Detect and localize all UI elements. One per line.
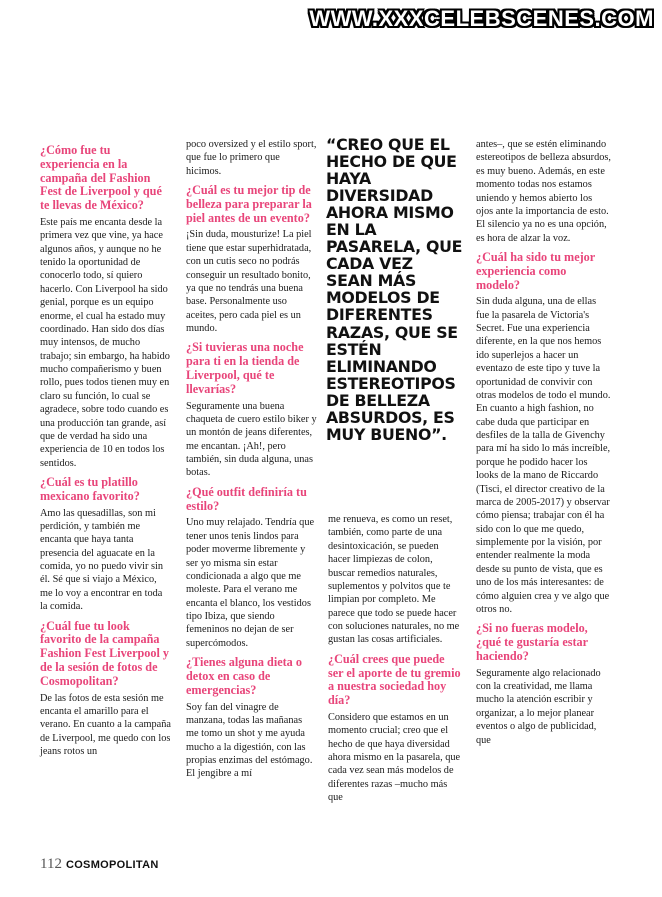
answer-paragraph: me renueva, es como un reset, también, como parte de una desintoxicación, se pueden hacer limpiezas de colon, buscar remedios naturales, suplementos y polvitos que te limpian por completo. Me parece que todo se puede hacer con soluciones naturales, no me gustan las cosas artificiales. [328, 514, 460, 646]
answer-paragraph: Soy fan del vinagre de manzana, todas las mañanas me tomo un shot y me ayuda mucho a la digestión, con las propias enzimas del estómago. El jengibre a mí [186, 701, 313, 780]
question-heading: ¿Cuál es tu mejor tip de belleza para preparar la piel antes de un evento? [186, 183, 312, 225]
question-heading: ¿Cuál crees que puede ser el aporte de tu gremio a nuestra sociedad hoy día? [328, 651, 461, 708]
answer-paragraph: ¡Sin duda, mousturize! La piel tiene que estar superhidratada, con un cutis seco no podrás conseguir un resultado bonito, ya que no tendrás una buena base. Personalmente uso aceites, pero cada piel es un mundo. [186, 229, 312, 335]
answer-paragraph: Este país me encanta desde la primera vez que vine, ya hace algunos años, y aunque no he tenido la oportunidad de conocerlo todo, sí quiero hacerlo. Con Liverpool ha sido genial, porque es un equipo enorme, el cual ha estado muy coordinado. Han sido dos días muy intensos, de mucho trabajo; sin embargo, ha habido mucho compañerismo y buen rollo, pues todos tienen muy en claro su función, lo cual se agradece, sobre todo cuando es una producción tan grande, así que de verdad ha sido una experiencia de 10 en todos los sentidos. [40, 216, 170, 469]
column-4 [476, 138, 611, 751]
answer-paragraph: Sin duda alguna, una de ellas fue la pasarela de Victoria's Secret. Fue una experiencia diferente, en la que nos hemos ido superlejos a hacer un eventazo de este tipo y tuve la oportunidad de convivir con otras modelos de todo el mundo. En cuanto a high fashion, no cabe duda que participar en desfiles de la talla de Givenchy para mí ha sido lo más increíble, porque he podido hacer los looks de la mano de Riccardo (Tisci, el director creativo de la marca de 2005-2017) y observar cómo piensa; trabajar con él ha sido con lo que me quedo, simplemente por la visión, por entender realmente la moda desde su punto de vista, que es uno de los más interesantes: de cómo alguien crea y ve algo que otros no. [476, 296, 611, 615]
question-heading: ¿Si tuvieras una noche para ti en la tienda de Liverpool, qué te llevarías? [186, 340, 304, 396]
column-2 [186, 138, 317, 785]
magazine-name: COSMOPOLITAN [65, 859, 159, 871]
question-heading: ¿Cuál fue tu look favorito de la campaña Fashion Fest Liverpool y de la sesión de fotos de Cosmopolitan? [40, 618, 169, 688]
question-heading: ¿Si no fueras modelo, ¿qué te gustaría estar haciendo? [476, 621, 588, 663]
column-3 [328, 513, 462, 809]
answer-paragraph: antes–, que se estén eliminando estereotipos de belleza absurdos, es muy bueno. Además, en este momento todas nos estamos uniendo y hemos abierto los ojos ante la importancia de esto. El silencio ya no es una opción, es hora de alzar la voz. [476, 139, 611, 244]
question-heading: ¿Qué outfit definiría tu estilo? [186, 484, 307, 513]
question-heading: ¿Tienes alguna dieta o detox en caso de emergencias? [186, 655, 302, 697]
answer-paragraph: poco oversized y el estilo sport, que fue lo primero que hicimos. [186, 139, 317, 177]
page-footer [40, 856, 159, 873]
question-heading: ¿Cuál es tu platillo mexicano favorito? [40, 475, 140, 503]
answer-paragraph: Amo las quesadillas, son mi perdición, y también me encanta que haya tanta presencia del aguacate en la comida, yo no puedo vivir sin él. Sé que si viajo a México, me lo voy a encontrar en toda la comida. [40, 507, 163, 613]
answer-paragraph: Considero que estamos en un momento crucial; creo que el hecho de que haya diversidad ahora mismo en la pasarela, que cada vez sean más modelos de diferentes razas –mucho más que [328, 711, 461, 804]
watermark: WWW.XXXCELEBSCENES.COM [309, 6, 654, 31]
question-heading: ¿Cuál ha sido tu mejor experiencia como modelo? [476, 250, 595, 292]
page-number: 112 [40, 856, 62, 872]
answer-paragraph: Seguramente algo relacionado con la creatividad, me llama mucho la atención escribir y organizar, a lo mejor planear eventos o algo de publicidad, que [476, 667, 601, 746]
column-1 [40, 138, 171, 762]
answer-paragraph: Uno muy relajado. Tendría que tener unos tenis lindos para poder moverme libremente y ser yo misma sin estar condicionada a algo que me moleste. Para el verano me encanta el blanco, los vestidos tipo Ibiza, que siendo femeninos no dejan de ser supercómodos. [186, 517, 315, 649]
question-heading: ¿Cómo fue tu experiencia en la campaña del Fashion Fest de Liverpool y qué te llevas de México? [40, 143, 162, 213]
answer-paragraph: Seguramente una buena chaqueta de cuero estilo biker y un montón de jeans diferentes, me encantan. ¡Ah!, pero también, sin duda alguna, unas botas. [186, 400, 317, 479]
pull-quote: “CREO QUE EL HECHO DE QUE HAYA DIVERSIDAD AHORA MISMO EN LA PASARELA, QUE CADA VEZ SEAN MÁS MODELOS DE DIFERENTES RAZAS, QUE SE ESTÉN ELIMINANDO ESTEREOTIPOS DE BELLEZA ABSURDOS, ES MUY BUENO”. [326, 135, 463, 444]
answer-paragraph: De las fotos de esta sesión me encanta el amarillo para el verano. En cuanto a la campaña de Liverpool, me quedo con los jeans rotos un [40, 692, 171, 757]
